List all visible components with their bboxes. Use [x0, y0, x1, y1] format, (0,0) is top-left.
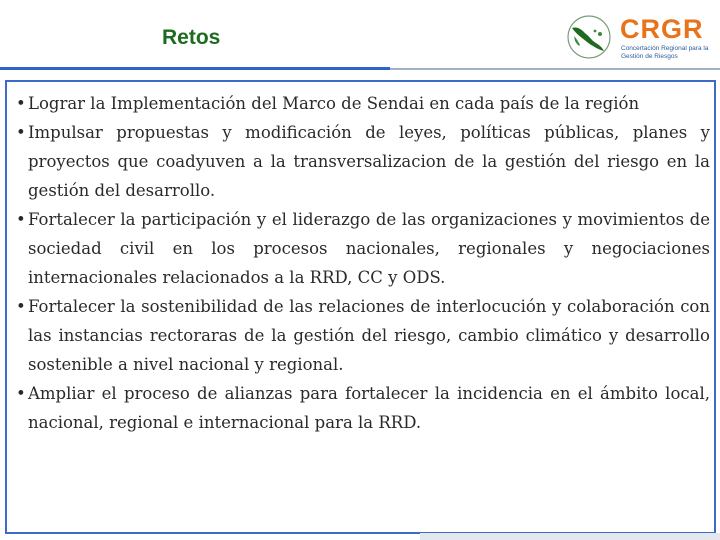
logo-name: CRGR [620, 14, 704, 44]
header-divider-accent [0, 67, 390, 70]
list-item [16, 118, 710, 205]
bullet-icon: • [16, 384, 26, 403]
crgr-logo [562, 10, 712, 66]
list-item [16, 89, 710, 118]
list-item [16, 379, 710, 437]
bullet-icon: • [16, 210, 26, 229]
list-item-text: Ampliar el proceso de alianzas para fortalecer la incidencia en el ámbito local, nacional, regional e internacional para la RRD. [28, 384, 710, 432]
bullet-icon: • [16, 297, 26, 316]
bullet-icon: • [16, 123, 26, 142]
logo-subtitle: Concertación Regional para la Gestión de Riesgos [621, 45, 709, 60]
footer-strip [420, 533, 720, 540]
list-item-text: Lograr la Implementación del Marco de Sendai en cada país de la región [28, 94, 640, 113]
list-item-text: Fortalecer la participación y el liderazgo de las organizaciones y movimientos de sociedad civil en los procesos nacionales, regionales y negociaciones internacionales relacionados a la RRD, CC y ODS. [28, 210, 710, 287]
list-item-text: Fortalecer la sostenibilidad de las relaciones de interlocución y colaboración con las instancias rectoraras de la gestión del riesgo, cambio climático y desarrollo sostenible a nivel nacional y regional. [28, 297, 710, 374]
header-divider [390, 68, 720, 70]
list-item-text: Impulsar propuestas y modificación de leyes, políticas públicas, planes y proyectos que coadyuven a la transversalizacion de la gestión del riesgo en la gestión del desarrollo. [28, 123, 710, 200]
globe-map-icon [566, 14, 612, 60]
bullet-icon: • [16, 94, 26, 113]
challenges-list [16, 89, 710, 437]
page-title: Retos [162, 26, 221, 49]
list-item [16, 205, 710, 292]
list-item [16, 292, 710, 379]
